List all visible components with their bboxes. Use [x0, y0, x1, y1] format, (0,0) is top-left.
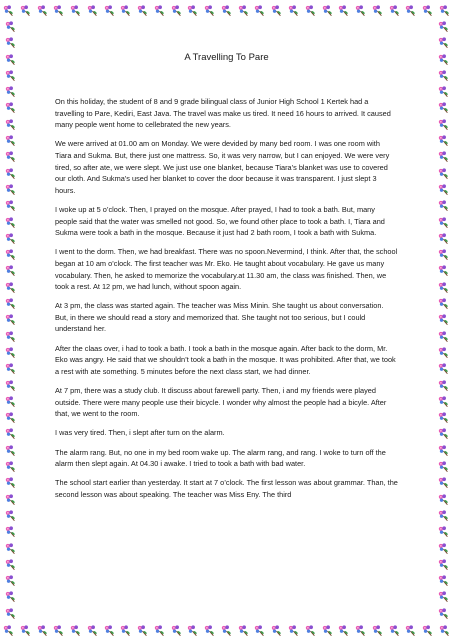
- flower-bouquet-icon: [437, 362, 450, 375]
- flower-bouquet-icon: [153, 4, 166, 17]
- flower-bouquet-icon: [4, 134, 17, 147]
- flower-bouquet-icon: [4, 362, 17, 375]
- flower-bouquet-icon: [270, 4, 283, 17]
- flower-bouquet-icon: [437, 542, 450, 555]
- flower-bouquet-icon: [4, 411, 17, 424]
- flower-bouquet-icon: [421, 4, 434, 17]
- flower-bouquet-icon: [354, 624, 367, 637]
- flower-bouquet-icon: [4, 150, 17, 163]
- flower-bouquet-icon: [337, 624, 350, 637]
- flower-bouquet-icon: [4, 118, 17, 131]
- flower-bouquet-icon: [170, 4, 183, 17]
- paragraph-3: I woke up at 5 o’clock. Then, I prayed on the mosque. After prayed, I had to took a bath. But, many people said that the water was smelled not good. So, we found other place to took a bath. I, Tiara and Sukma were took a bath in the mosque. Because it just had 2 bath room, I took a bath with Sukma.: [55, 204, 385, 238]
- flower-bouquet-icon: [4, 101, 17, 114]
- paragraph-2: We were arrived at 01.00 am on Monday. We were devided by many bed room. I was one room with Tiara and Sukma. But, there just one mattress. So, it was very narrow, but I can enjoyed. We were very tired, so after ate, we were slept. We just use one blanket, because Tiara’s blanket was use to covered our cloth. And Sukma’s used her blanket to cover the door because it was transparent. I just slept 3 hours.: [55, 139, 390, 195]
- flower-bouquet-icon: [103, 624, 116, 637]
- flower-bouquet-icon: [136, 4, 149, 17]
- flower-bouquet-icon: [437, 493, 450, 506]
- flower-bouquet-icon: [270, 624, 283, 637]
- flower-bouquet-icon: [437, 53, 450, 66]
- flower-bouquet-icon: [4, 330, 17, 343]
- flower-bouquet-icon: [437, 313, 450, 326]
- flower-bouquet-icon: [437, 379, 450, 392]
- paragraph-5: At 3 pm, the class was started again. The teacher was Miss Minin. She taught us about conversation. But, in there we should read a story and memorized that. She taught not too serious, but I could understand her.: [55, 301, 384, 334]
- flower-bouquet-icon: [4, 460, 17, 473]
- flower-bouquet-icon: [4, 216, 17, 229]
- flower-bouquet-icon: [437, 395, 450, 408]
- flower-bouquet-icon: [421, 624, 434, 637]
- flower-bouquet-icon: [86, 624, 99, 637]
- flower-bouquet-icon: [19, 4, 32, 17]
- flower-bouquet-icon: [4, 444, 17, 457]
- flower-bouquet-icon: [4, 313, 17, 326]
- flower-bouquet-icon: [4, 395, 17, 408]
- flower-bouquet-icon: [153, 624, 166, 637]
- flower-bouquet-icon: [437, 346, 450, 359]
- flower-bouquet-icon: [438, 624, 451, 637]
- flower-bouquet-icon: [4, 69, 17, 82]
- flower-bouquet-icon: [52, 4, 65, 17]
- flower-bouquet-icon: [437, 607, 450, 620]
- flower-bouquet-icon: [4, 542, 17, 555]
- flower-bouquet-icon: [321, 624, 334, 637]
- flower-bouquet-icon: [337, 4, 350, 17]
- flower-bouquet-icon: [304, 4, 317, 17]
- flower-bouquet-icon: [437, 134, 450, 147]
- flower-bouquet-icon: [4, 53, 17, 66]
- flower-bouquet-icon: [437, 411, 450, 424]
- paragraph-7: At 7 pm, there was a study club. It discuss about farewell party. Then, i and my friends were played outside. There were many people use their bicycle. I wonder why almost the people had a bicyle. After that, we went to the room.: [55, 386, 387, 419]
- flower-bouquet-icon: [4, 85, 17, 98]
- flower-bouquet-icon: [437, 476, 450, 489]
- paragraph-8: I was very tired. Then, i slept after turn on the alarm.: [55, 428, 225, 438]
- flower-bouquet-icon: [4, 167, 17, 180]
- flower-bouquet-icon: [103, 4, 116, 17]
- flower-bouquet-icon: [4, 509, 17, 522]
- flower-bouquet-icon: [4, 297, 17, 310]
- decorative-border-bottom: [2, 622, 451, 638]
- flower-bouquet-icon: [4, 20, 17, 33]
- flower-bouquet-icon: [388, 624, 401, 637]
- flower-bouquet-icon: [437, 216, 450, 229]
- flower-bouquet-icon: [437, 85, 450, 98]
- flower-bouquet-icon: [437, 264, 450, 277]
- flower-bouquet-icon: [437, 20, 450, 33]
- flower-bouquet-icon: [321, 4, 334, 17]
- flower-bouquet-icon: [287, 4, 300, 17]
- flower-bouquet-icon: [4, 264, 17, 277]
- flower-bouquet-icon: [237, 624, 250, 637]
- flower-bouquet-icon: [437, 36, 450, 49]
- flower-bouquet-icon: [19, 624, 32, 637]
- flower-bouquet-icon: [4, 607, 17, 620]
- flower-bouquet-icon: [437, 199, 450, 212]
- flower-bouquet-icon: [437, 183, 450, 196]
- decorative-border-left: [2, 20, 18, 620]
- decorative-border-right: [435, 20, 451, 620]
- flower-bouquet-icon: [2, 624, 15, 637]
- flower-bouquet-icon: [437, 525, 450, 538]
- flower-bouquet-icon: [36, 624, 49, 637]
- flower-bouquet-icon: [437, 150, 450, 163]
- flower-bouquet-icon: [4, 590, 17, 603]
- paragraph-4: I went to the dorm. Then, we had breakfast. There was no spoon.Nevermind, I think. After that, the school began at 10 am o’clock. The first teacher was Mr. Eko. He taught about vocabulary. He gave us many vocabulary. Then, he asked to memorize the vocabulary.at 11.30 am, the class was finished. Then, we took a rest. At 12 pm, we had lunch, without spoon again.: [55, 247, 398, 292]
- paragraph-1: On this holiday, the student of 8 and 9 grade bilingual class of Junior High School 1 Kertek had a travelling to Pare, Kediri, East Java. The travel was make us tired. It need 16 hours to arrived. It caused many people went home to cellebrated the new years.: [55, 97, 391, 130]
- flower-bouquet-icon: [220, 4, 233, 17]
- decorative-border-top: [2, 2, 451, 18]
- flower-bouquet-icon: [437, 118, 450, 131]
- flower-bouquet-icon: [437, 232, 450, 245]
- flower-bouquet-icon: [438, 4, 451, 17]
- flower-bouquet-icon: [437, 281, 450, 294]
- flower-bouquet-icon: [119, 4, 132, 17]
- flower-bouquet-icon: [388, 4, 401, 17]
- flower-bouquet-icon: [4, 493, 17, 506]
- flower-bouquet-icon: [4, 476, 17, 489]
- flower-bouquet-icon: [4, 427, 17, 440]
- flower-bouquet-icon: [437, 69, 450, 82]
- flower-bouquet-icon: [69, 624, 82, 637]
- flower-bouquet-icon: [437, 574, 450, 587]
- flower-bouquet-icon: [4, 558, 17, 571]
- flower-bouquet-icon: [203, 624, 216, 637]
- flower-bouquet-icon: [203, 4, 216, 17]
- flower-bouquet-icon: [4, 183, 17, 196]
- flower-bouquet-icon: [186, 4, 199, 17]
- flower-bouquet-icon: [2, 4, 15, 17]
- flower-bouquet-icon: [437, 509, 450, 522]
- flower-bouquet-icon: [119, 624, 132, 637]
- flower-bouquet-icon: [437, 427, 450, 440]
- flower-bouquet-icon: [437, 330, 450, 343]
- flower-bouquet-icon: [437, 558, 450, 571]
- flower-bouquet-icon: [237, 4, 250, 17]
- flower-bouquet-icon: [437, 460, 450, 473]
- flower-bouquet-icon: [4, 281, 17, 294]
- flower-bouquet-icon: [4, 199, 17, 212]
- flower-bouquet-icon: [136, 624, 149, 637]
- document-body: [55, 52, 398, 508]
- flower-bouquet-icon: [253, 624, 266, 637]
- flower-bouquet-icon: [36, 4, 49, 17]
- flower-bouquet-icon: [86, 4, 99, 17]
- flower-bouquet-icon: [371, 624, 384, 637]
- flower-bouquet-icon: [52, 624, 65, 637]
- paragraph-6: After the claas over, i had to took a bath. I took a bath in the mosque again. After back to the dorm, Mr. Eko was angry. He said that we shouldn’t took a bath in the mosque. It was prohibited. After that, we took a rest with ate something. 5 minutes before the next class start, we had dinner.: [55, 343, 396, 376]
- flower-bouquet-icon: [220, 624, 233, 637]
- flower-bouquet-icon: [4, 36, 17, 49]
- flower-bouquet-icon: [404, 624, 417, 637]
- flower-bouquet-icon: [437, 167, 450, 180]
- flower-bouquet-icon: [253, 4, 266, 17]
- flower-bouquet-icon: [4, 232, 17, 245]
- flower-bouquet-icon: [404, 4, 417, 17]
- paragraph-10: The school start earlier than yesterday. It start at 7 o’clock. The first lesson was about grammar. Than, the second lesson was about speaking. The teacher was Miss Eny. The third: [55, 478, 398, 499]
- flower-bouquet-icon: [69, 4, 82, 17]
- flower-bouquet-icon: [170, 624, 183, 637]
- flower-bouquet-icon: [4, 574, 17, 587]
- flower-bouquet-icon: [186, 624, 199, 637]
- flower-bouquet-icon: [4, 379, 17, 392]
- flower-bouquet-icon: [4, 525, 17, 538]
- flower-bouquet-icon: [437, 297, 450, 310]
- flower-bouquet-icon: [437, 590, 450, 603]
- flower-bouquet-icon: [354, 4, 367, 17]
- paragraph-9: The alarm rang. But, no one in my bed room wake up. The alarm rang, and rang. I woke to turn off the alarm then slept again. At 04.30 i awake. I tried to took a bath with bad water.: [55, 447, 386, 469]
- flower-bouquet-icon: [304, 624, 317, 637]
- flower-bouquet-icon: [437, 101, 450, 114]
- flower-bouquet-icon: [287, 624, 300, 637]
- flower-bouquet-icon: [4, 248, 17, 261]
- flower-bouquet-icon: [437, 444, 450, 457]
- flower-bouquet-icon: [4, 346, 17, 359]
- flower-bouquet-icon: [371, 4, 384, 17]
- document-title: A Travelling To Pare: [184, 52, 269, 63]
- flower-bouquet-icon: [437, 248, 450, 261]
